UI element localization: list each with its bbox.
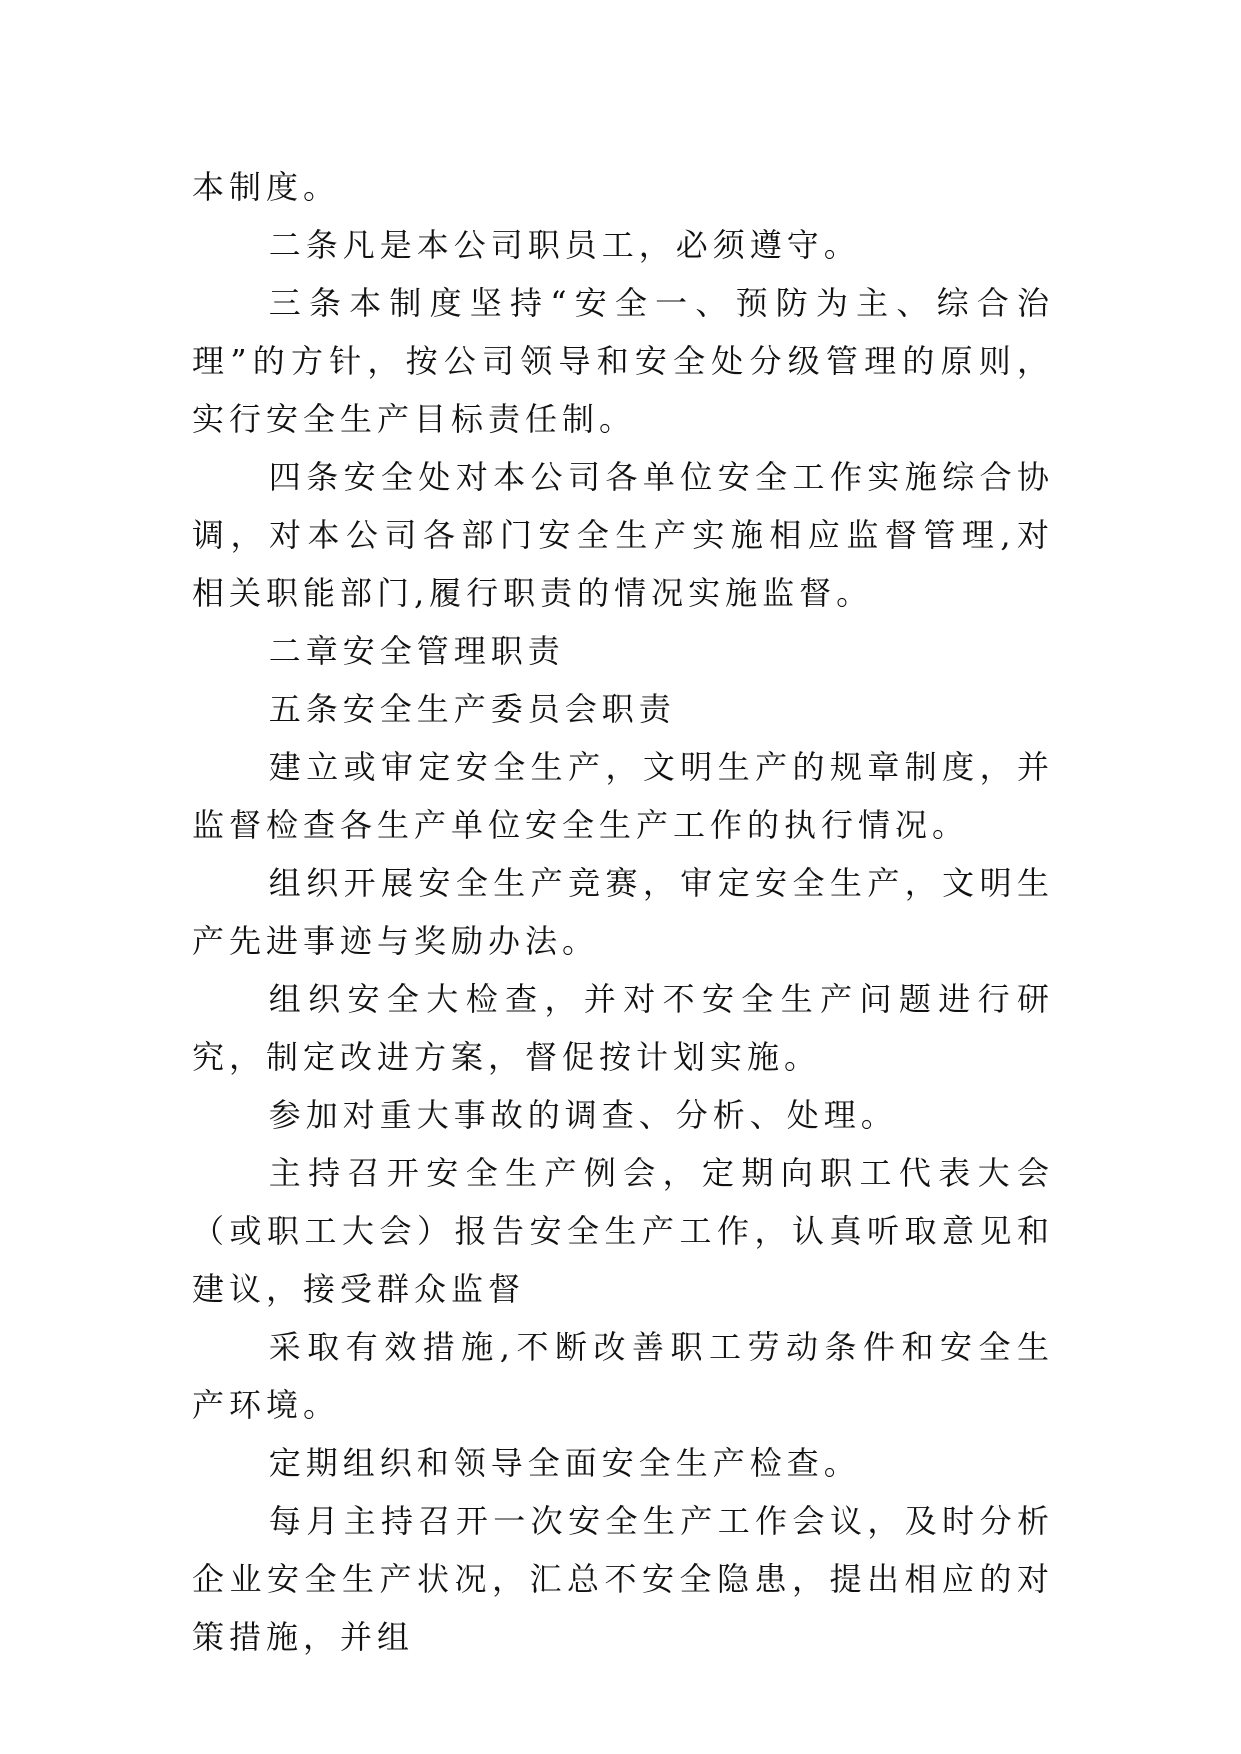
- chapter-heading: 二章安全管理职责: [268, 632, 565, 670]
- document-body: [192, 158, 1054, 1666]
- paragraph-duty-8: 每月主持召开一次安全生产工作会议，及时分析企业安全生产状况，汇总不安全隐患，提出相应的对策措施，并组: [192, 1502, 1054, 1656]
- paragraph-duty-3: 组织安全大检查，并对不安全生产问题进行研究，制定改进方案，督促按计划实施。: [192, 980, 1054, 1076]
- paragraph-duty-7: 定期组织和领导全面安全生产检查。: [268, 1444, 861, 1482]
- paragraph-article-2: 二条凡是本公司职员工，必须遵守。: [268, 226, 861, 264]
- paragraph-duty-4: 参加对重大事故的调查、分析、处理。: [268, 1096, 898, 1134]
- paragraph-duty-5: 主持召开安全生产例会，定期向职工代表大会（或职工大会）报告安全生产工作，认真听取意见和建议，接受群众监督: [192, 1154, 1054, 1308]
- paragraph-article-5: 五条安全生产委员会职责: [268, 690, 676, 728]
- paragraph-duty-6: 采取有效措施,不断改善职工劳动条件和安全生产环境。: [192, 1328, 1054, 1424]
- paragraph-article-4: 四条安全处对本公司各单位安全工作实施综合协调，对本公司各部门安全生产实施相应监督管理,对相关职能部门,履行职责的情况实施监督。: [192, 458, 1054, 612]
- paragraph-article-3: 三条本制度坚持“安全一、预防为主、综合治理”的方针，按公司领导和安全处分级管理的原则，实行安全生产目标责任制。: [192, 284, 1054, 438]
- paragraph-continuation: 本制度。: [192, 168, 341, 206]
- paragraph-duty-1: 建立或审定安全生产，文明生产的规章制度，并监督检查各生产单位安全生产工作的执行情况。: [192, 748, 1054, 844]
- paragraph-duty-2: 组织开展安全生产竞赛，审定安全生产，文明生产先进事迹与奖励办法。: [192, 864, 1054, 960]
